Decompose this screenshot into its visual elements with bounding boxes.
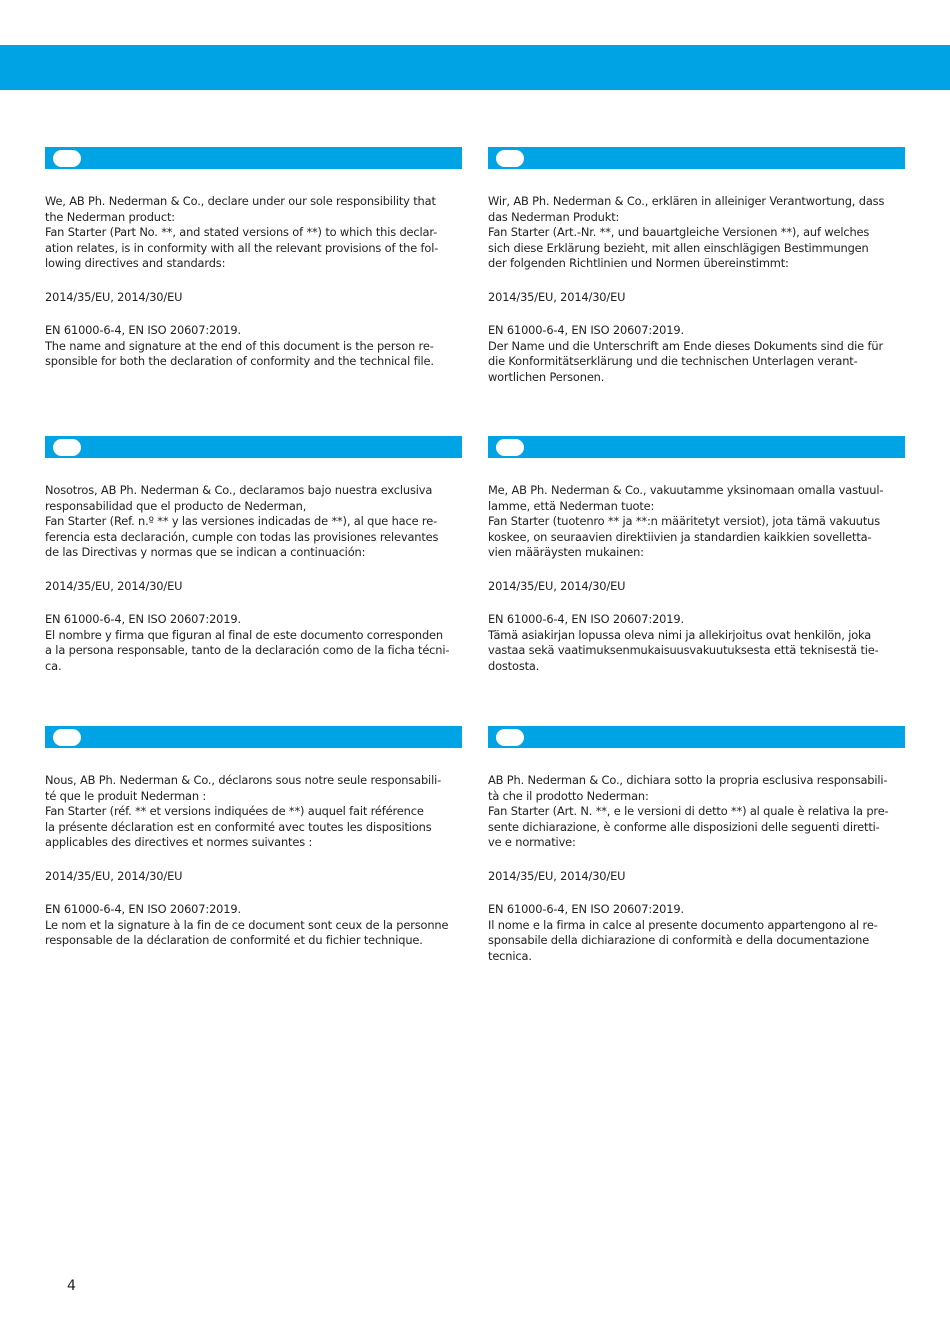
- declaration-section-it: [488, 726, 905, 964]
- language-badge-icon: [53, 439, 81, 456]
- section-header-bar: [45, 726, 462, 748]
- declaration-standards: EN 61000-6-4, EN ISO 20607:2019. Der Name und die Unterschrift am Ende dieses Dokuments sind die für die Konformitätserklärung und die technischen Unterlagen verant- wortlichen Personen.: [488, 323, 883, 384]
- language-badge-icon: [53, 150, 81, 167]
- declaration-standards: EN 61000-6-4, EN ISO 20607:2019. The name and signature at the end of this document is the person re- sponsible for both the declaration of conformity and the technical file.: [45, 323, 434, 368]
- declaration-body: [45, 773, 462, 949]
- declaration-body: [45, 194, 462, 370]
- declaration-body: [488, 483, 905, 674]
- declaration-directives: 2014/35/EU, 2014/30/EU: [45, 578, 183, 593]
- declaration-standards: EN 61000-6-4, EN ISO 20607:2019. Il nome e la firma in calce al presente documento appartengono al re- sponsabile della dichiarazione di conformità e della documentazione tecnica.: [488, 902, 878, 963]
- declaration-body: [488, 773, 905, 964]
- language-badge-icon: [496, 150, 524, 167]
- declaration-intro: We, AB Ph. Nederman & Co., declare under our sole responsibility that the Nederman product: Fan Starter (Part No. **, and stated versions of **) to which this declar- ation relates, is in conformity with all the relevant provisions of the fol- lowing directives and standards:: [45, 194, 439, 270]
- declaration-body: [488, 194, 905, 385]
- declaration-directives: 2014/35/EU, 2014/30/EU: [488, 289, 626, 304]
- declaration-intro: AB Ph. Nederman & Co., dichiara sotto la propria esclusiva responsabili- tà che il prodotto Nederman: Fan Starter (Art. N. **, e le versioni di detto **) al quale è relativa la pre- sente dichiarazione, è conforme alle disposizioni delle seguenti diretti- ve e normative:: [488, 773, 889, 849]
- declaration-intro: Nous, AB Ph. Nederman & Co., déclarons sous notre seule responsabili- té que le produit Nederman : Fan Starter (réf. ** et versions indiquées de **) auquel fait référence la présente déclaration est en conformité avec toutes les dispositions applicables des directives et normes suivantes :: [45, 773, 442, 849]
- declaration-directives: 2014/35/EU, 2014/30/EU: [45, 868, 183, 883]
- declaration-standards: EN 61000-6-4, EN ISO 20607:2019. Le nom et la signature à la fin de ce document sont ceux de la personne responsable de la déclaration de conformité et du fichier technique.: [45, 902, 449, 947]
- language-badge-icon: [53, 729, 81, 746]
- declaration-directives: 2014/35/EU, 2014/30/EU: [488, 578, 626, 593]
- section-header-bar: [488, 436, 905, 458]
- declaration-standards: EN 61000-6-4, EN ISO 20607:2019. El nombre y firma que figuran al final de este documento corresponden a la persona responsable, tanto de la declaración como de la ficha técni- ca.: [45, 612, 450, 673]
- section-header-bar: [488, 147, 905, 169]
- declaration-directives: 2014/35/EU, 2014/30/EU: [45, 289, 183, 304]
- section-header-bar: [45, 147, 462, 169]
- header-band: [0, 45, 950, 90]
- page-number: 4: [67, 1278, 76, 1294]
- declaration-standards: EN 61000-6-4, EN ISO 20607:2019. Tämä asiakirjan lopussa oleva nimi ja allekirjoitus ovat henkilön, joka vastaa sekä vaatimuksenmukaisuusvakuutuksesta että teknisestä tie- dostosta.: [488, 612, 879, 673]
- declaration-body: [45, 483, 462, 674]
- declaration-intro: Nosotros, AB Ph. Nederman & Co., declaramos bajo nuestra exclusiva responsabilidad que el producto de Nederman, Fan Starter (Ref. n.º ** y las versiones indicadas de **), al que hace re- ferencia esta declaración, cumple con todas las provisiones relevantes de las Directivas y normas que se indican a continuación:: [45, 483, 439, 559]
- declaration-section-fi: [488, 436, 905, 674]
- section-header-bar: [45, 436, 462, 458]
- declaration-section-es: [45, 436, 462, 674]
- language-badge-icon: [496, 729, 524, 746]
- language-badge-icon: [496, 439, 524, 456]
- declaration-section-en: [45, 147, 462, 370]
- section-header-bar: [488, 726, 905, 748]
- declaration-intro: Me, AB Ph. Nederman & Co., vakuutamme yksinomaan omalla vastuul- lamme, että Nederman tuote: Fan Starter (tuotenro ** ja **:n määritetyt versiot), jota tämä vakuutus koskee, on seuraavien direktiivien ja standardien kaikkien sovelletta- vien määräysten mukainen:: [488, 483, 884, 559]
- declaration-directives: 2014/35/EU, 2014/30/EU: [488, 868, 626, 883]
- declaration-section-de: [488, 147, 905, 385]
- declaration-intro: Wir, AB Ph. Nederman & Co., erklären in alleiniger Verantwortung, dass das Nederman Produkt: Fan Starter (Art.-Nr. **, und bauartgleiche Versionen **), auf welches sich diese Erklärung bezieht, mit allen einschlägigen Bestimmungen der folgenden Richtlinien und Normen übereinstimmt:: [488, 194, 885, 270]
- declaration-section-fr: [45, 726, 462, 949]
